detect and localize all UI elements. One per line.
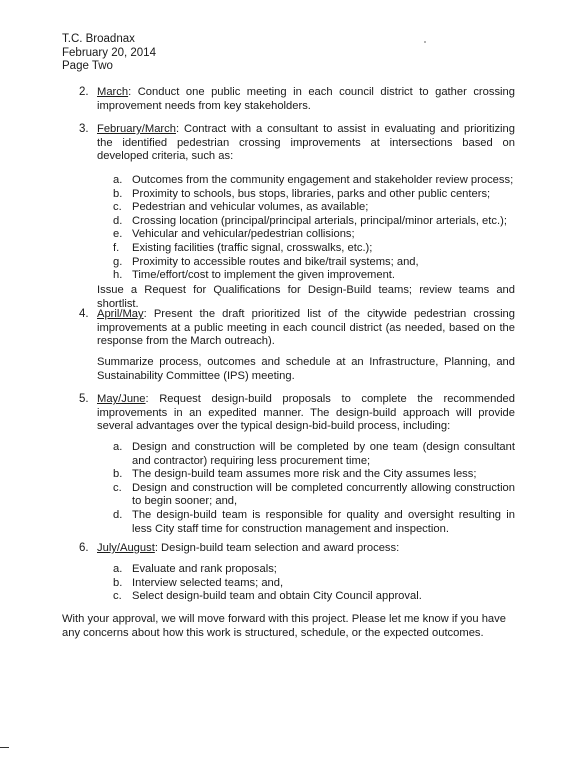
list-text: The design-build team is responsible for quality and oversight resulting in less City staff time for construction management and inspection. (132, 508, 515, 535)
list-text: Proximity to schools, bus stops, libraries, parks and other public centers; (132, 187, 491, 200)
list-letter: b. (113, 576, 123, 589)
list-letter: h. (113, 269, 123, 282)
list-item (97, 577, 515, 591)
page-edge-mark (0, 747, 9, 748)
sub-list (97, 174, 515, 283)
list-text: Vehicular and vehicular/pedestrian collisions; (132, 228, 355, 241)
item-paragraph (97, 123, 515, 164)
list-text: Design and construction will be completed concurrently allowing construction to begin sooner; and, (132, 481, 515, 508)
list-text: Proximity to accessible routes and bike/trail systems; and, (132, 255, 419, 268)
recipient-name: T.C. Broadnax (62, 33, 135, 45)
item-number: 6. (79, 542, 89, 554)
list-letter: b. (113, 187, 123, 200)
list-text: Select design-build team and obtain City Council approval. (132, 590, 422, 603)
item-label: April/May (97, 308, 144, 320)
list-item (97, 590, 515, 604)
list-letter: g. (113, 255, 123, 268)
list-item (97, 256, 515, 270)
item-number: 2. (79, 86, 89, 98)
list-text: Crossing location (principal/principal arterials, principal/minor arterials, etc.); (132, 214, 507, 227)
list-text: Time/effort/cost to implement the given improvement. (132, 269, 396, 282)
item-paragraph (97, 542, 515, 556)
list-letter: d. (113, 508, 123, 521)
list-item (97, 174, 515, 188)
item-text: : Request design-build proposals to complete the recommended improvements in an expedited manner. The design-build approach will provide several advantages over the typical design-bid-build process, including: (97, 393, 515, 433)
list-item (97, 563, 515, 577)
page-number: Page Two (62, 60, 113, 73)
list-item (97, 228, 515, 242)
item-label: February/March (97, 123, 176, 135)
item-label: March (97, 86, 129, 98)
list-item (97, 509, 515, 536)
list-letter: b. (113, 468, 123, 481)
item-followup: Issue a Request for Qualifications for Design-Build teams; review teams and shortlist. (97, 284, 515, 310)
list-item (97, 441, 515, 468)
item-number: 4. (79, 308, 89, 320)
item-label: July/August (97, 542, 155, 554)
item-text: : Contract with a consultant to assist in evaluating and prioritizing the identified pedestrian crossing improvements at intersections based on developed criteria, such as: (97, 123, 515, 163)
list-item (97, 201, 515, 215)
list-item (97, 269, 515, 283)
list-item (97, 188, 515, 202)
list-text: Interview selected teams; and, (132, 576, 284, 589)
item-paragraph (97, 393, 515, 434)
scan-speck (424, 41, 426, 43)
list-item (97, 468, 515, 482)
item-number: 3. (79, 123, 89, 135)
list-letter: a. (113, 174, 123, 186)
list-item (97, 242, 515, 256)
closing-paragraph: With your approval, we will move forward with this project. Please let me know if you have any concerns about how this work is structured, schedule, or the expected outcomes. (62, 613, 506, 639)
item-text: : Conduct one public meeting in each council district to gather crossing improvement needs from key stakeholders. (97, 86, 515, 112)
list-letter: f. (113, 241, 120, 254)
list-letter: c. (113, 590, 122, 603)
list-letter: a. (113, 441, 123, 453)
list-text: Evaluate and rank proposals; (132, 563, 277, 575)
letter-header (62, 33, 156, 74)
item-number: 5. (79, 393, 89, 405)
item-paragraph (97, 308, 515, 349)
list-letter: c. (113, 201, 122, 214)
list-letter: a. (113, 563, 123, 575)
list-text: The design-build team assumes more risk and the City assumes less; (132, 468, 477, 481)
item-followup: Summarize process, outcomes and schedule at an Infrastructure, Planning, and Sustainability Committee (IPS) meeting. (97, 356, 515, 382)
sub-list (97, 441, 515, 536)
list-text: Outcomes from the community engagement and stakeholder review process; (132, 174, 514, 186)
sub-list (97, 563, 515, 604)
letter-date: February 20, 2014 (62, 46, 156, 59)
list-text: Existing facilities (traffic signal, crosswalks, etc.); (132, 241, 373, 254)
list-letter: c. (113, 481, 122, 494)
list-text: Design and construction will be completed by one team (design consultant and contractor) requiring less procurement time; (132, 441, 515, 467)
list-text: Pedestrian and vehicular volumes, as available; (132, 201, 369, 214)
item-text: : Design-build team selection and award process: (154, 542, 400, 554)
list-item (97, 215, 515, 229)
item-label: May/June (97, 393, 146, 405)
item-text: : Present the draft prioritized list of the citywide pedestrian crossing improvements at a public meeting in each council district (as needed, based on the response from the March outreach). (97, 308, 515, 348)
list-letter: e. (113, 228, 123, 241)
list-letter: d. (113, 214, 123, 227)
list-item (97, 482, 515, 509)
item-paragraph (97, 86, 515, 113)
